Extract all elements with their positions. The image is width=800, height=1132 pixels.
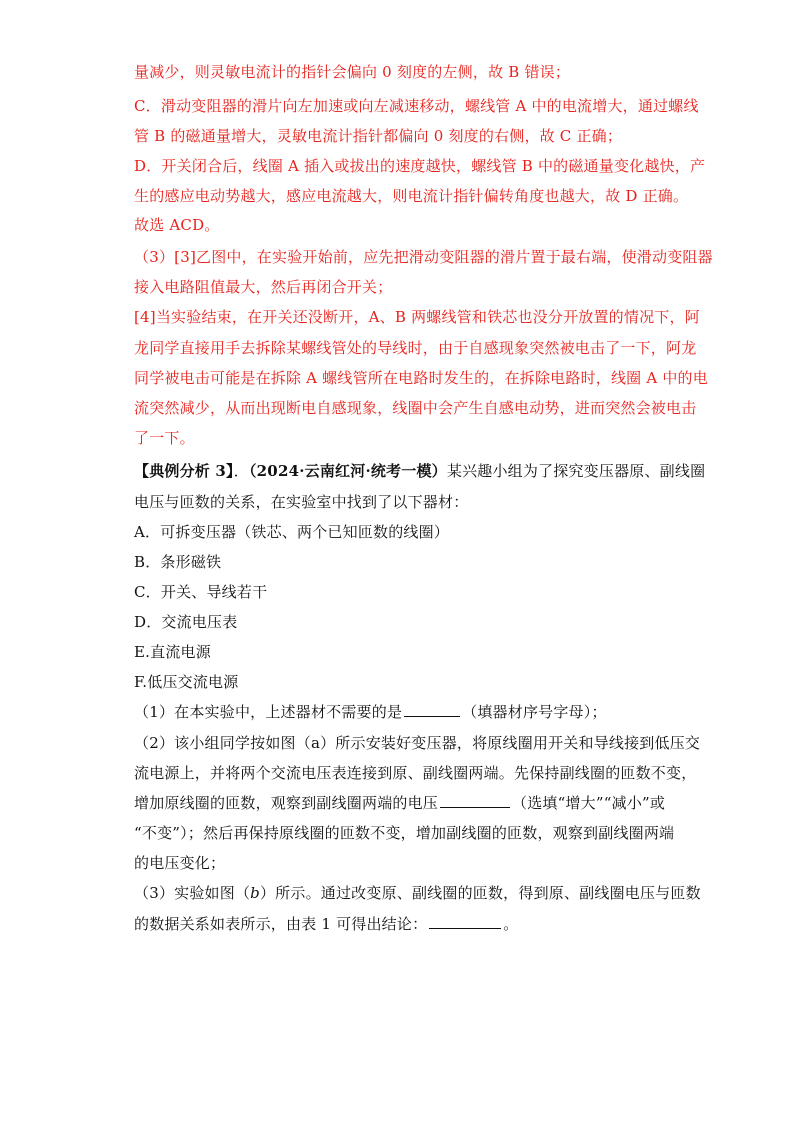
solution-line: 流突然减少，从而出现断电自感现象，线圈中会产生自感电动势，进而突然会被电击 (134, 399, 697, 417)
question-3-text: ）所示。通过改变原、副线圈的匝数，得到原、副线圈电压与匝数 (259, 884, 701, 902)
question-2-line: 流电源上，并将两个交流电压表连接到原、副线圈两端。先保持副线圈的匝数不变， (134, 764, 697, 782)
example-heading (134, 461, 705, 481)
solution-line: 量减少，则灵敏电流计的指针会偏向 0 刻度的左侧，故 B 错误； (134, 63, 571, 81)
answer-blank (440, 793, 510, 808)
question-2-line: 的电压变化； (134, 854, 226, 872)
question-3-text: （3）实验如图（ (134, 884, 251, 902)
question-2-line (134, 793, 665, 813)
solution-line: 同学被电击可能是在拆除 A 螺线管所在电路时发生的，在拆除电路时，线圈 A 中的电 (134, 369, 708, 387)
example-source: （2024·云南红河·统考一模） (248, 462, 447, 480)
answer-blank (429, 914, 501, 929)
option-item: C．开关、导线若干 (134, 583, 268, 601)
example-intro-line: 电压与匝数的关系，在实验室中找到了以下器材： (134, 493, 469, 511)
question-2-hint: （选填“增大”“减小”或 (512, 794, 666, 812)
question-1-text: （1）在本实验中，上述器材不需要的是 (134, 703, 403, 721)
solution-line: C．滑动变阻器的滑片向左加速或向左减速移动，螺线管 A 中的电流增大，通过螺线 (134, 97, 699, 115)
figure-label: b (250, 884, 260, 902)
solution-line: 故选 ACD。 (134, 216, 220, 234)
example-intro: 某兴趣小组为了探究变压器原、副线圈 (446, 462, 706, 480)
question-2-line: “不变”）；然后再保持原线圈的匝数不变，增加副线圈的匝数，观察到副线圈两端 (134, 824, 675, 842)
question-3-line (134, 883, 701, 903)
solution-line: 管 B 的磁通量增大，灵敏电流计指针都偏向 0 刻度的右侧，故 C 正确； (134, 127, 623, 145)
question-3-text: 的数据关系如表所示，由表 1 可得出结论： (134, 915, 428, 933)
solution-line: D．开关闭合后，线圈 A 插入或拔出的速度越快，螺线管 B 中的磁通量变化越快，产 (134, 157, 706, 175)
question-1-hint: （填器材序号字母）； (462, 703, 607, 721)
solution-line: 了一下。 (134, 429, 195, 447)
question-2-text: 增加原线圈的匝数，观察到副线圈两端的电压 (134, 794, 439, 812)
question-3-line (134, 914, 519, 934)
option-item: D．交流电压表 (134, 613, 238, 631)
option-item: F.低压交流电源 (134, 673, 239, 691)
option-item: E.直流电源 (134, 643, 211, 661)
answer-blank (404, 702, 460, 717)
option-item: A．可拆变压器（铁芯、两个已知匝数的线圈） (134, 523, 450, 541)
question-3-end: 。 (503, 915, 519, 933)
solution-line: 生的感应电动势越大，感应电流越大，则电流计指针偏转角度也越大，故 D 正确。 (134, 187, 689, 205)
question-2-line: （2）该小组同学按如图（a）所示安装好变压器，将原线圈用开关和导线接到低压交 (134, 734, 701, 752)
example-tag: 【典例分析 3】 (134, 462, 234, 480)
question-1 (134, 702, 607, 722)
solution-line: 接入电路阻值最大，然后再闭合开关； (134, 278, 393, 296)
option-item: B．条形磁铁 (134, 553, 222, 571)
solution-line: （3）[3]乙图中，在实验开始前，应先把滑动变阻器的滑片置于最右端，使滑动变阻器 (134, 248, 713, 266)
solution-line: [4]当实验结束，在开关还没断开，A、B 两螺线管和铁芯也没分开放置的情况下，阿 (134, 308, 700, 326)
example-dot: ． (233, 462, 249, 480)
solution-line: 龙同学直接用手去拆除某螺线管处的导线时，由于自感现象突然被电击了一下，阿龙 (134, 339, 697, 357)
